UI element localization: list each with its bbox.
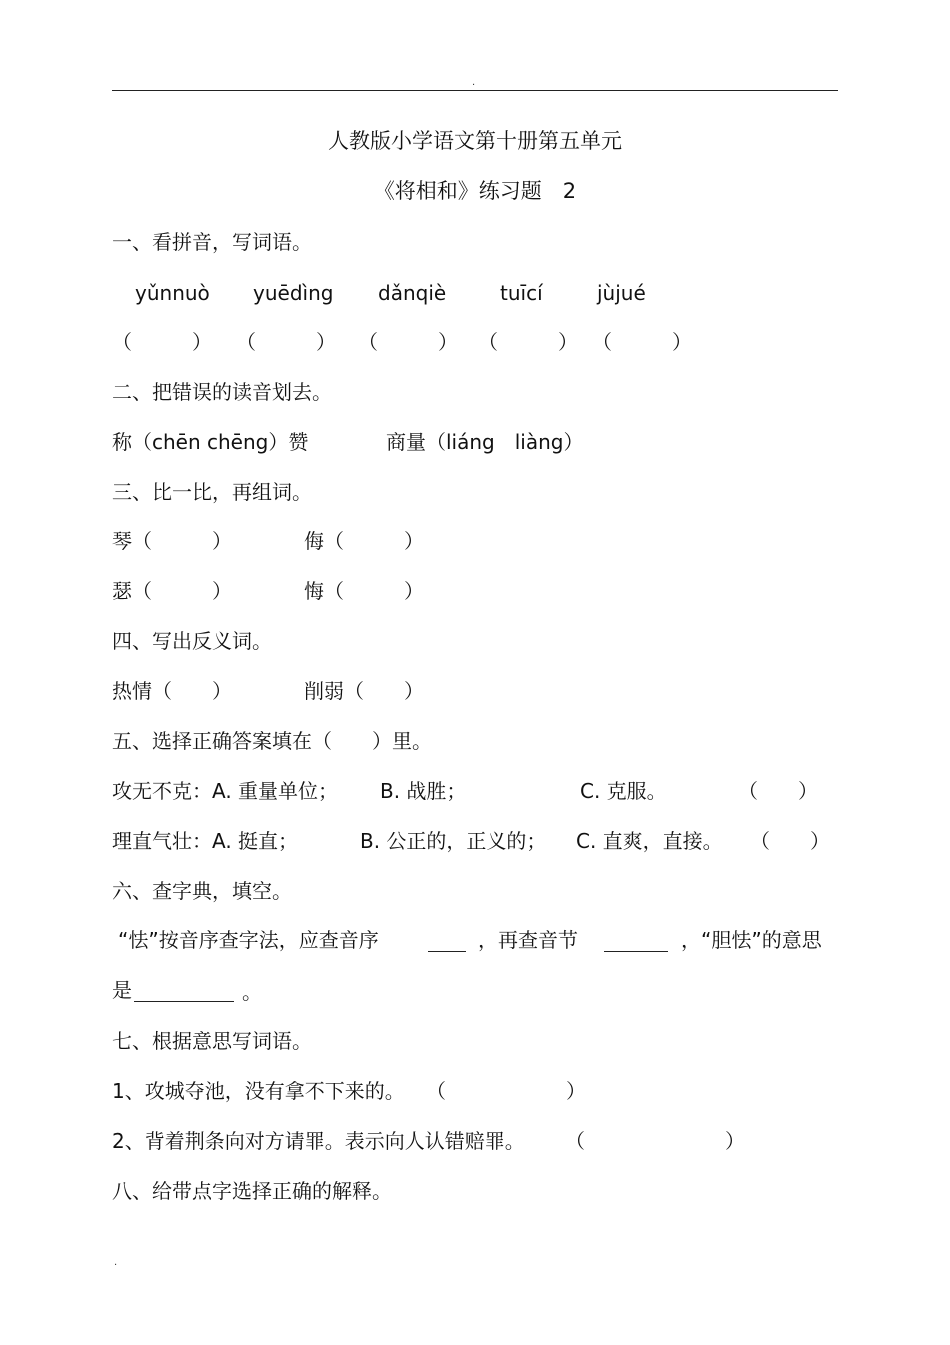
s4-a1: 热情（ ） bbox=[112, 679, 232, 703]
pinyin-5: jùjué bbox=[597, 281, 646, 305]
answer-paren-4: （ ） bbox=[478, 330, 578, 354]
s5-q1-paren: （ ） bbox=[738, 779, 818, 803]
s5-q1-c: C. 克服。 bbox=[580, 779, 667, 803]
section-7-heading: 七、根据意思写词语。 bbox=[112, 1029, 312, 1053]
s5-q1-label: 攻无不克：A. 重量单位； bbox=[112, 779, 339, 803]
s3-b1: 瑟（ ） bbox=[112, 579, 232, 603]
s3-b2: 悔（ ） bbox=[304, 579, 424, 603]
section-8-heading: 八、给带点字选择正确的解释。 bbox=[112, 1179, 392, 1203]
page-title: 人教版小学语文第十册第五单元 bbox=[328, 129, 622, 153]
pinyin-4: tuīcí bbox=[500, 281, 543, 305]
section-5-heading: 五、选择正确答案填在（ ）里。 bbox=[112, 729, 432, 753]
blank-yinxu bbox=[428, 951, 466, 952]
answer-paren-3: （ ） bbox=[358, 330, 458, 354]
s7-q2-paren: （ ） bbox=[565, 1129, 745, 1153]
s5-q2-b: B. 公正的，正义的； bbox=[360, 829, 547, 853]
section-4-heading: 四、写出反义词。 bbox=[112, 629, 272, 653]
blank-yinjie bbox=[604, 951, 668, 952]
answer-paren-1: （ ） bbox=[112, 330, 212, 354]
s6-line1-b: ，再查音节 bbox=[478, 928, 578, 952]
blank-meaning bbox=[134, 1001, 234, 1002]
pinyin-1: yǔnnuò bbox=[135, 281, 210, 305]
header-rule bbox=[112, 90, 838, 91]
s5-q1-b: B. 战胜； bbox=[380, 779, 467, 803]
section-2-heading: 二、把错误的读音划去。 bbox=[112, 380, 332, 404]
s5-q2-c: C. 直爽，直接。 bbox=[576, 829, 723, 853]
answer-paren-5: （ ） bbox=[592, 330, 692, 354]
section-1-heading: 一、看拼音，写词语。 bbox=[112, 230, 312, 254]
s3-a2: 侮（ ） bbox=[304, 529, 424, 553]
s5-q2-label: 理直气壮：A. 挺直； bbox=[112, 829, 299, 853]
section-3-heading: 三、比一比，再组词。 bbox=[112, 480, 312, 504]
s7-q1: 1、攻城夺池，没有拿不下来的。 bbox=[112, 1079, 405, 1103]
s5-q2-paren: （ ） bbox=[750, 829, 830, 853]
s2-item-1: 称（chēn chēng）赞 bbox=[112, 430, 309, 454]
answer-paren-2: （ ） bbox=[236, 330, 336, 354]
s2-item-2: 商量（liáng liàng） bbox=[386, 430, 584, 454]
footer-dot: . bbox=[114, 1257, 118, 1268]
header-dot: . bbox=[472, 77, 476, 88]
s6-line1-a: “怯”按音序查字法，应查音序 bbox=[118, 928, 379, 952]
s6-line2-b: 。 bbox=[242, 980, 262, 1004]
s7-q2: 2、背着荆条向对方请罪。表示向人认错赔罪。 bbox=[112, 1129, 525, 1153]
s7-q1-paren: （ ） bbox=[426, 1079, 586, 1103]
s6-line2-a: 是 bbox=[112, 978, 132, 1002]
pinyin-3: dǎnqiè bbox=[378, 281, 447, 305]
page-subtitle: 《将相和》练习题 2 bbox=[373, 179, 577, 203]
section-6-heading: 六、查字典，填空。 bbox=[112, 879, 292, 903]
s4-a2: 削弱（ ） bbox=[304, 679, 424, 703]
s6-line1-c: ，“胆怯”的意思 bbox=[681, 928, 822, 952]
pinyin-2: yuēdìng bbox=[253, 281, 334, 305]
s3-a1: 琴（ ） bbox=[112, 529, 232, 553]
